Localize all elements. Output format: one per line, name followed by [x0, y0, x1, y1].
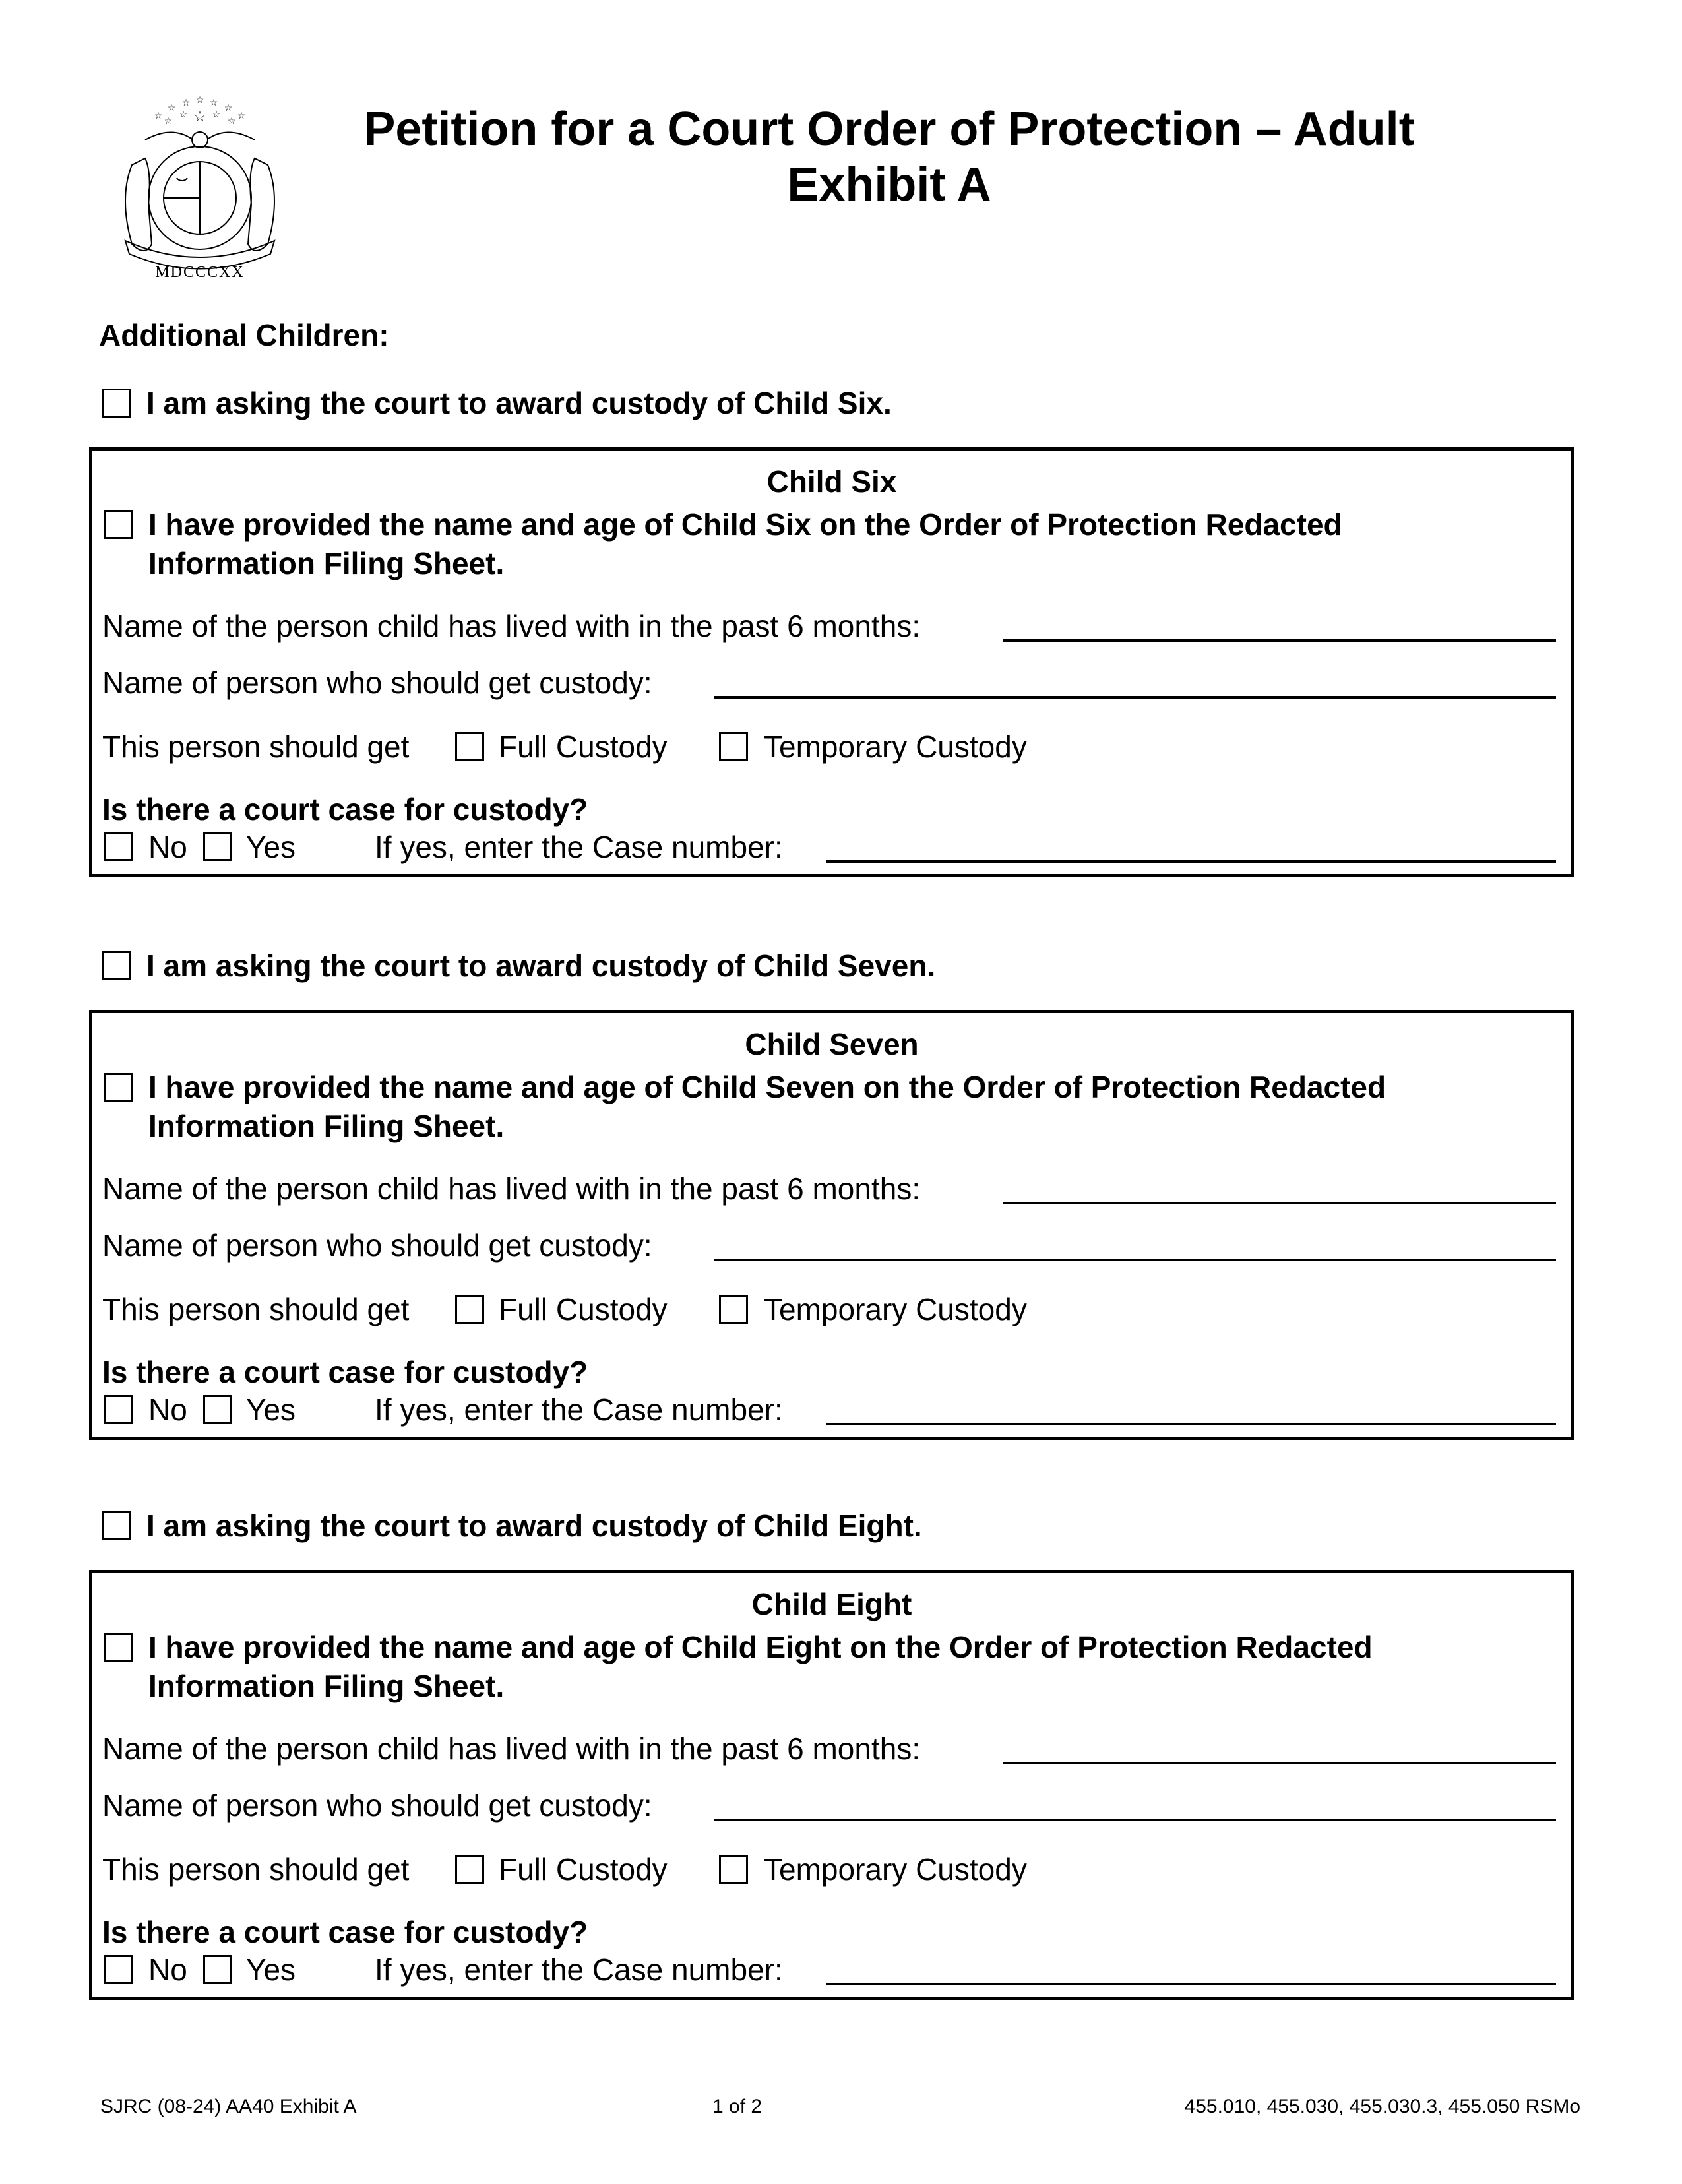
case-number-label: If yes, enter the Case number: [375, 830, 783, 864]
svg-text:☆: ☆ [212, 109, 221, 119]
custody-person-field[interactable] [714, 696, 1556, 699]
full-custody-checkbox[interactable] [455, 1855, 484, 1884]
custody-person-label: Name of person who should get custody: [102, 666, 652, 700]
full-custody-label: Full Custody [499, 1292, 668, 1326]
svg-text:☆: ☆ [209, 97, 218, 108]
temporary-custody-label: Temporary Custody [764, 730, 1027, 764]
ask-custody-checkbox[interactable] [102, 389, 131, 418]
court-case-no-checkbox[interactable] [104, 832, 133, 861]
temporary-custody-checkbox[interactable] [719, 1295, 748, 1324]
child-box-title: Child Eight [751, 1587, 912, 1621]
child-details-box [89, 1570, 1574, 2000]
footer-page-number: 1 of 2 [712, 2096, 763, 2117]
provided-info-checkbox[interactable] [104, 1073, 133, 1102]
provided-info-label: I have provided the name and age of Child Six on the Order of Protection Redacted [148, 507, 1342, 542]
lived-with-field[interactable] [1003, 1202, 1556, 1204]
court-case-no-label: No [148, 1392, 187, 1427]
custody-person-label: Name of person who should get custody: [102, 1228, 652, 1263]
svg-text:☆: ☆ [167, 102, 176, 113]
ask-custody-label: I am asking the court to award custody of Child Seven. [146, 949, 936, 983]
section-heading: Additional Children: [99, 318, 389, 352]
svg-text:☆: ☆ [224, 102, 233, 113]
full-custody-checkbox[interactable] [455, 732, 484, 761]
ask-custody-label: I am asking the court to award custody of Child Six. [146, 386, 892, 420]
should-get-label: This person should get [102, 730, 410, 764]
case-number-label: If yes, enter the Case number: [375, 1392, 783, 1427]
full-custody-label: Full Custody [499, 1852, 668, 1887]
temporary-custody-checkbox[interactable] [719, 1855, 748, 1884]
should-get-label: This person should get [102, 1852, 410, 1887]
child-section [0, 1509, 1682, 2013]
court-case-question: Is there a court case for custody? [102, 792, 588, 827]
custody-person-field[interactable] [714, 1819, 1556, 1821]
temporary-custody-label: Temporary Custody [764, 1852, 1027, 1887]
case-number-field[interactable] [826, 860, 1556, 863]
full-custody-label: Full Custody [499, 730, 668, 764]
case-number-label: If yes, enter the Case number: [375, 1952, 783, 1987]
svg-text:☆: ☆ [237, 110, 246, 121]
court-case-yes-label: Yes [246, 830, 296, 864]
court-case-yes-checkbox[interactable] [203, 1955, 232, 1984]
footer-form-id: SJRC (08-24) AA40 Exhibit A [100, 2096, 357, 2117]
child-section [0, 386, 1682, 890]
court-case-no-checkbox[interactable] [104, 1395, 133, 1424]
temporary-custody-checkbox[interactable] [719, 732, 748, 761]
court-case-no-checkbox[interactable] [104, 1955, 133, 1984]
ask-custody-checkbox[interactable] [102, 951, 131, 980]
child-box-title: Child Seven [745, 1027, 919, 1061]
custody-person-label: Name of person who should get custody: [102, 1788, 652, 1823]
provided-info-label: I have provided the name and age of Child Seven on the Order of Protection Redacted [148, 1070, 1386, 1104]
provided-info-label-cont: Information Filing Sheet. [148, 546, 505, 580]
svg-text:☆: ☆ [195, 94, 204, 105]
svg-text:☆: ☆ [164, 115, 173, 126]
full-custody-checkbox[interactable] [455, 1295, 484, 1324]
case-number-field[interactable] [826, 1983, 1556, 1985]
court-case-yes-checkbox[interactable] [203, 832, 232, 861]
lived-with-field[interactable] [1003, 639, 1556, 642]
lived-with-label: Name of the person child has lived with in the past 6 months: [102, 1732, 921, 1766]
svg-text:☆: ☆ [179, 109, 188, 119]
custody-person-field[interactable] [714, 1259, 1556, 1261]
child-section [0, 949, 1682, 1453]
should-get-label: This person should get [102, 1292, 410, 1326]
temporary-custody-label: Temporary Custody [764, 1292, 1027, 1326]
ask-custody-label: I am asking the court to award custody of Child Eight. [146, 1509, 922, 1543]
court-case-yes-label: Yes [246, 1952, 296, 1987]
footer-statutes: 455.010, 455.030, 455.030.3, 455.050 RSMo [1184, 2096, 1580, 2117]
provided-info-label-cont: Information Filing Sheet. [148, 1109, 505, 1143]
provided-info-checkbox[interactable] [104, 510, 133, 539]
court-case-question: Is there a court case for custody? [102, 1355, 588, 1389]
seal-year: MDCCCXX [155, 264, 245, 281]
child-details-box [89, 447, 1574, 877]
child-box-title: Child Six [766, 464, 897, 499]
child-details-box [89, 1010, 1574, 1440]
provided-info-checkbox[interactable] [104, 1633, 133, 1662]
court-case-no-label: No [148, 830, 187, 864]
svg-text:☆: ☆ [154, 110, 163, 121]
lived-with-label: Name of the person child has lived with in the past 6 months: [102, 609, 921, 643]
court-case-question: Is there a court case for custody? [102, 1915, 588, 1949]
court-case-yes-checkbox[interactable] [203, 1395, 232, 1424]
svg-text:☆: ☆ [193, 108, 206, 125]
court-case-no-label: No [148, 1952, 187, 1987]
lived-with-field[interactable] [1003, 1762, 1556, 1764]
lived-with-label: Name of the person child has lived with in the past 6 months: [102, 1171, 921, 1206]
svg-text:☆: ☆ [227, 115, 236, 126]
court-case-yes-label: Yes [246, 1392, 296, 1427]
svg-text:☆: ☆ [181, 97, 191, 108]
ask-custody-checkbox[interactable] [102, 1511, 131, 1540]
provided-info-label: I have provided the name and age of Child Eight on the Order of Protection Redacted [148, 1630, 1373, 1664]
page-subtitle: Exhibit A [787, 158, 991, 211]
case-number-field[interactable] [826, 1423, 1556, 1425]
page-title: Petition for a Court Order of Protection – Adult [363, 103, 1415, 156]
provided-info-label-cont: Information Filing Sheet. [148, 1669, 505, 1703]
